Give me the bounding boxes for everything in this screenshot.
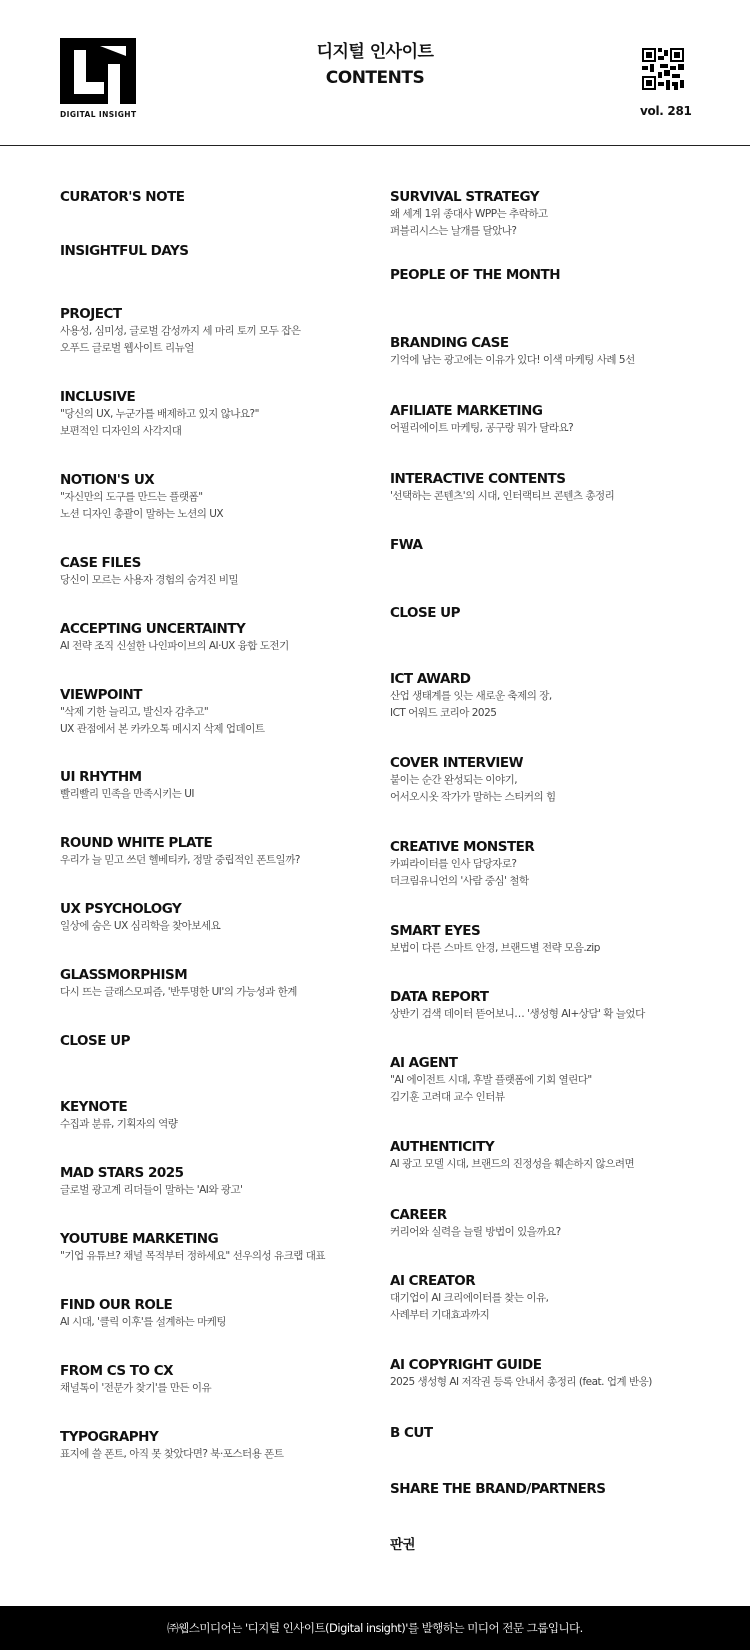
toc-entry-title: SMART EYES xyxy=(390,923,481,939)
toc-entry[interactable] xyxy=(390,334,720,369)
toc-entry[interactable] xyxy=(390,838,720,890)
toc-entry-subtitle: 어필리에이트 마케팅, 공구랑 뭐가 달라요? xyxy=(390,422,574,434)
toc-entry-subtitle: AI 광고 모델 시대, 브랜드의 진정성을 훼손하지 않으려면 xyxy=(390,1158,635,1170)
toc-entry[interactable] xyxy=(60,471,390,523)
toc-entry-title: COVER INTERVIEW xyxy=(390,755,524,771)
toc-entry-subtitle: 커리어와 실력을 늘릴 방법이 있을까요? xyxy=(390,1226,561,1238)
toc-entry[interactable] xyxy=(390,670,720,722)
toc-entry-title: AFILIATE MARKETING xyxy=(390,403,543,419)
toc-entry-subtitle: "삭제 기한 늘리고, 발신자 감추고" xyxy=(60,706,209,718)
toc-entry[interactable] xyxy=(60,242,390,260)
toc-entry-title: FWA xyxy=(390,537,423,553)
toc-entry[interactable] xyxy=(390,402,720,437)
toc-entry-subtitle: 글로벌 광고계 리더들이 말하는 'AI와 광고' xyxy=(60,1184,243,1196)
toc-entry-title: CAREER xyxy=(390,1207,447,1223)
footer xyxy=(0,1606,750,1650)
toc-entry[interactable] xyxy=(60,1230,390,1265)
toc-entry-title: CREATIVE MONSTER xyxy=(390,839,535,855)
toc-entry-subtitle: 상반기 검색 데이터 뜯어보니… '생성형 AI+상담' 확 늘었다 xyxy=(390,1008,645,1020)
toc-entry[interactable] xyxy=(390,754,720,806)
qr-code-icon[interactable] xyxy=(642,48,684,90)
toc-entry-title: AI AGENT xyxy=(390,1055,458,1071)
toc-entry-subtitle: UX 관점에서 본 카카오톡 메시지 삭제 업데이트 xyxy=(60,723,265,735)
toc-entry-subtitle: 기억에 남는 광고에는 이유가 있다! 이색 마케팅 사례 5선 xyxy=(390,354,635,366)
toc-entry-title: UX PSYCHOLOGY xyxy=(60,901,182,917)
toc-entry[interactable] xyxy=(60,188,390,206)
toc-entry-subtitle: 우리가 늘 믿고 쓰던 헬베티카, 정말 중립적인 폰트일까? xyxy=(60,854,300,866)
toc-entry[interactable] xyxy=(60,686,390,738)
toc-entry-title: VIEWPOINT xyxy=(60,687,142,703)
toc-entry[interactable] xyxy=(60,1428,390,1463)
toc-entry-subtitle: 산업 생태계를 잇는 새로운 축제의 장, xyxy=(390,690,552,702)
toc-entry[interactable] xyxy=(390,1424,720,1442)
toc-entry-subtitle: 2025 생성형 AI 저작권 등록 안내서 총정리 (feat. 업계 반응) xyxy=(390,1376,652,1388)
toc-entry-title: AI CREATOR xyxy=(390,1273,476,1289)
toc-entry-subtitle: 김기훈 고려대 교수 인터뷰 xyxy=(390,1091,505,1103)
toc-entry-title: DATA REPORT xyxy=(390,989,489,1005)
toc-entry[interactable] xyxy=(390,1480,720,1498)
toc-entry-subtitle: 노션 디자인 총괄이 말하는 노션의 UX xyxy=(60,508,224,520)
toc-entry-subtitle: "AI 에이전트 시대, 후발 플랫폼에 기회 열린다" xyxy=(390,1074,592,1086)
toc-entry-title: SURVIVAL STRATEGY xyxy=(390,189,540,205)
title-english: CONTENTS xyxy=(325,68,425,88)
footer-publisher-text: ㈜웹스미디어는 '디지털 인사이트(Digital insight)'를 발행하는 미디어 전문 그룹입니다. xyxy=(167,1621,583,1635)
toc-entry[interactable] xyxy=(390,604,720,622)
toc-entry-subtitle: AI 전략 조직 신설한 나인파이브의 AI·UX 융합 도전기 xyxy=(60,640,289,652)
toc-entry[interactable] xyxy=(60,1296,390,1331)
header xyxy=(0,0,750,146)
toc-entry-subtitle: 붙이는 순간 완성되는 이야기, xyxy=(390,774,518,786)
toc-entry-title: FROM CS TO CX xyxy=(60,1363,174,1379)
toc-entry-subtitle: 퍼블리시스는 날개를 달았나? xyxy=(390,225,517,237)
toc-entry[interactable] xyxy=(390,1536,720,1554)
toc-entry[interactable] xyxy=(390,1356,720,1391)
toc-entry[interactable] xyxy=(390,1138,720,1173)
toc-entry-subtitle: 더크림유니언의 '사람 중심' 철학 xyxy=(390,875,529,887)
toc-entry-subtitle: 일상에 숨은 UX 심리학을 찾아보세요 xyxy=(60,920,221,932)
toc-entry-title: NOTION'S UX xyxy=(60,472,155,488)
toc-entry-title: INSIGHTFUL DAYS xyxy=(60,243,189,259)
toc-entry-title: B CUT xyxy=(390,1425,433,1441)
toc-entry[interactable] xyxy=(60,1164,390,1199)
toc-entry-title: FIND OUR ROLE xyxy=(60,1297,173,1313)
toc-entry[interactable] xyxy=(60,620,390,655)
toc-entry-subtitle: 채널톡이 '전문가 찾기'를 만든 이유 xyxy=(60,1382,212,1394)
toc-entry[interactable] xyxy=(60,305,390,357)
toc-entry-title: CASE FILES xyxy=(60,555,141,571)
toc-entry[interactable] xyxy=(390,188,720,240)
toc-entry-subtitle: "당신의 UX, 누군가를 배제하고 있지 않나요?" xyxy=(60,408,259,420)
toc-entry[interactable] xyxy=(60,1362,390,1397)
toc-entry-title: AUTHENTICITY xyxy=(390,1139,495,1155)
toc-entry-subtitle: 보편적인 디자인의 사각지대 xyxy=(60,425,182,437)
toc-entry-title: CLOSE UP xyxy=(60,1033,131,1049)
toc-entry-subtitle: 사용성, 심미성, 글로벌 감성까지 세 마리 토끼 모두 잡은 xyxy=(60,325,301,337)
toc-entry-title: MAD STARS 2025 xyxy=(60,1165,184,1181)
toc-entry[interactable] xyxy=(60,768,390,803)
toc-entry-title: GLASSMORPHISM xyxy=(60,967,188,983)
toc-entry[interactable] xyxy=(60,834,390,869)
toc-entry[interactable] xyxy=(60,388,390,440)
page-title xyxy=(0,40,750,92)
toc-entry-subtitle: 오푸드 글로벌 웹사이트 리뉴얼 xyxy=(60,342,194,354)
toc-entry[interactable] xyxy=(390,922,720,957)
toc-entry-title: PEOPLE OF THE MONTH xyxy=(390,267,561,283)
toc-entry-subtitle: 카피라이터를 인사 담당자로? xyxy=(390,858,517,870)
toc-entry-subtitle: 보법이 다른 스마트 안경, 브랜드별 전략 모음.zip xyxy=(390,942,600,954)
volume-number: vol. 281 xyxy=(640,104,692,118)
toc-entry-subtitle: AI 시대, '클릭 이후'를 설계하는 마케팅 xyxy=(60,1316,227,1328)
toc-entry-title: KEYNOTE xyxy=(60,1099,128,1115)
toc-entry[interactable] xyxy=(60,1032,390,1050)
toc-entry-subtitle: 왜 세계 1위 종대사 WPP는 추락하고 xyxy=(390,208,548,220)
toc-entry[interactable] xyxy=(390,1054,720,1106)
toc-entry-title: PROJECT xyxy=(60,306,122,322)
toc-entry-subtitle: 어서오시옷 작가가 말하는 스티커의 힘 xyxy=(390,791,556,803)
toc-entry-title: ROUND WHITE PLATE xyxy=(60,835,213,851)
toc-entry-title: ACCEPTING UNCERTAINTY xyxy=(60,621,246,637)
toc-entry-subtitle: "기업 유튜브? 채널 목적부터 정하세요" 선우의성 유크랩 대표 xyxy=(60,1250,326,1262)
toc-entry-subtitle: '선택하는 콘텐츠'의 시대, 인터랙티브 콘텐츠 총정리 xyxy=(390,490,615,502)
toc-entry[interactable] xyxy=(390,988,720,1023)
toc-entry[interactable] xyxy=(390,1206,720,1241)
toc-entry[interactable] xyxy=(60,554,390,589)
toc-entry[interactable] xyxy=(60,1098,390,1133)
logo-wordmark: DIGITAL INSIGHT xyxy=(60,110,137,119)
toc-entry-subtitle: 수집과 분류, 기획자의 역량 xyxy=(60,1118,178,1130)
toc-entry-title: CLOSE UP xyxy=(390,605,461,621)
toc-entry-title: INCLUSIVE xyxy=(60,389,136,405)
toc-entry-title: TYPOGRAPHY xyxy=(60,1429,159,1445)
toc-entry-subtitle: "자신만의 도구를 만드는 플랫폼" xyxy=(60,491,203,503)
toc-entry-subtitle: 당신이 모르는 사용자 경험의 숨겨진 비밀 xyxy=(60,574,239,586)
toc-entry[interactable] xyxy=(390,536,720,554)
toc-entry-subtitle: 표지에 쓸 폰트, 아직 못 찾았다면? 북·포스터용 폰트 xyxy=(60,1448,284,1460)
toc-entry-subtitle: 빨리빨리 민족을 만족시키는 UI xyxy=(60,788,195,800)
toc-entry[interactable] xyxy=(390,266,720,284)
toc-entry-subtitle: ICT 어워드 코리아 2025 xyxy=(390,707,497,719)
toc-entry-title: CURATOR'S NOTE xyxy=(60,189,185,205)
toc-entry[interactable] xyxy=(390,1272,720,1324)
toc-entry-title: ICT AWARD xyxy=(390,671,471,687)
toc-entry-title: INTERACTIVE CONTENTS xyxy=(390,471,566,487)
toc-entry-subtitle: 대기업이 AI 크리에이터를 찾는 이유, xyxy=(390,1292,549,1304)
toc-entry-title: AI COPYRIGHT GUIDE xyxy=(390,1357,542,1373)
toc-entry-title: BRANDING CASE xyxy=(390,335,509,351)
title-korean: 디지털 인사이트 xyxy=(316,42,434,62)
toc-entry[interactable] xyxy=(390,470,720,505)
toc-entry-subtitle: 다시 뜨는 글래스모피즘, '반투명한 UI'의 가능성과 한계 xyxy=(60,986,297,998)
toc-entry[interactable] xyxy=(60,900,390,935)
toc-entry-title: SHARE THE BRAND/PARTNERS xyxy=(390,1481,606,1497)
toc-entry[interactable] xyxy=(60,966,390,1001)
toc-entry-title: YOUTUBE MARKETING xyxy=(60,1231,219,1247)
toc-entry-subtitle: 사례부터 기대효과까지 xyxy=(390,1309,490,1321)
toc-entry-title: UI RHYTHM xyxy=(60,769,142,785)
toc-entry-title: 판권 xyxy=(390,1537,416,1553)
